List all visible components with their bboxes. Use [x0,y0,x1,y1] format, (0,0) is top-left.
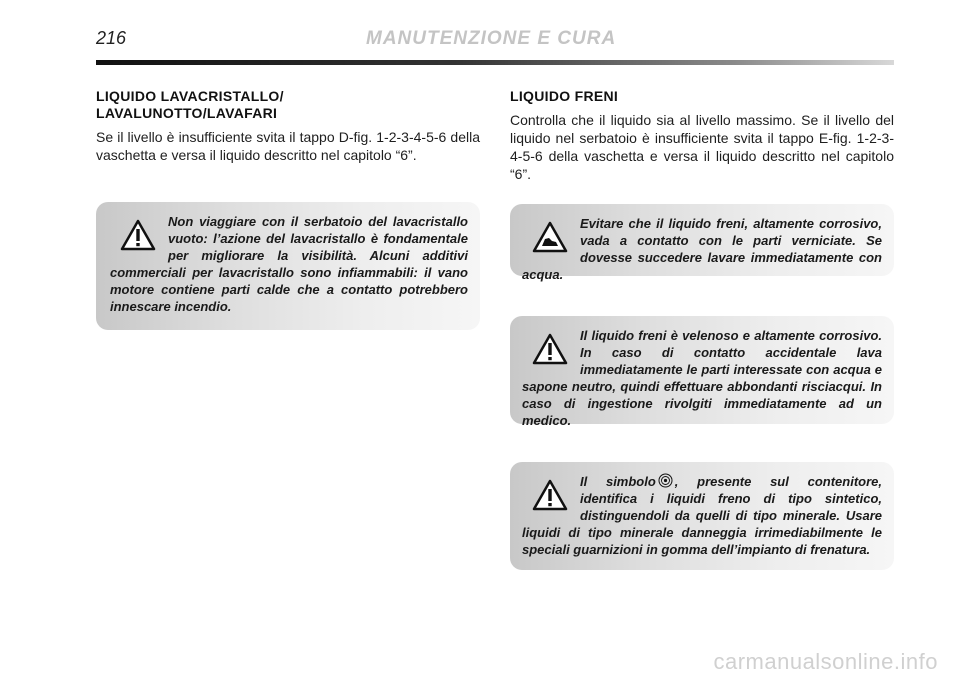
watermark: carmanualsonline.info [713,649,938,674]
warning-triangle-icon [532,333,568,365]
washer-fluid-title [96,88,480,122]
brake-fluid-symbol-warning [510,462,894,570]
synthetic-fluid-symbol-icon [658,473,673,488]
brake-fluid-title: LIQUIDO FRENI [510,88,619,104]
brake-fluid-body: Controlla che il liquido sia al livello massimo. Se il livello del liquido nel serbatoio è insufficiente svita il tappo E-fig. 1-2-3-4-5-6 della vaschetta e versa il liquido descritto nel capitolo “6”. [510,112,894,182]
warning-triangle-icon [120,219,156,251]
washer-fluid-title-line1: LIQUIDO LAVACRISTALLO/ [96,88,284,104]
washer-fluid-warning-text: Non viaggiare con il serbatoio del lavacristallo vuoto: l’azione del lavacristallo è fondamentale per migliorare la visibilità. Alcuni additivi commerciali per lavacristallo sono infiammabili: il vano motore contiene parti calde che a contatto potrebbero innescare incendio. [110,214,468,314]
brake-fluid-paint-warning [510,204,894,282]
section-header: MANUTENZIONE E CURA [366,28,617,49]
paint-damage-triangle-icon [532,221,568,253]
warning-triangle-icon [532,479,568,511]
washer-fluid-title-line2: LAVALUNOTTO/LAVAFARI [96,105,278,121]
washer-fluid-body: Se il livello è insufficiente svita il tappo D-fig. 1-2-3-4-5-6 della vaschetta e versa il liquido descritto nel capitolo “6”. [96,129,480,163]
poison-warning-text: Il liquido freni è velenoso e altamente corrosivo. In caso di contatto accidentale lava immediatamente le parti interessate con acqua e sapone neutro, quindi effettuare abbondanti risciacqui. In caso di ingestione rivolgiti immediatamente ad un medico. [522,328,882,428]
right-column [510,88,894,183]
header-rule [96,60,894,65]
symbol-warning-text-before: Il simbolo [580,474,656,489]
page-number: 216 [96,28,127,48]
paint-warning-text: Evitare che il liquido freni, altamente corrosivo, vada a contatto con le parti verniciate. Se dovesse succedere lavare immediatamente con acqua. [522,216,882,282]
symbol-warning-text-after: , presente sul contenitore, identifica i liquidi freno di tipo sintetico, distinguendoli da quelli di tipo minerale. Usare liquidi di tipo minerale danneggia irrimediabilmente le speciali guarnizioni in gomma dell’impianto di frenatura. [522,474,882,557]
washer-fluid-warning [96,202,480,330]
brake-fluid-poison-warning [510,316,894,428]
left-column [96,88,480,164]
